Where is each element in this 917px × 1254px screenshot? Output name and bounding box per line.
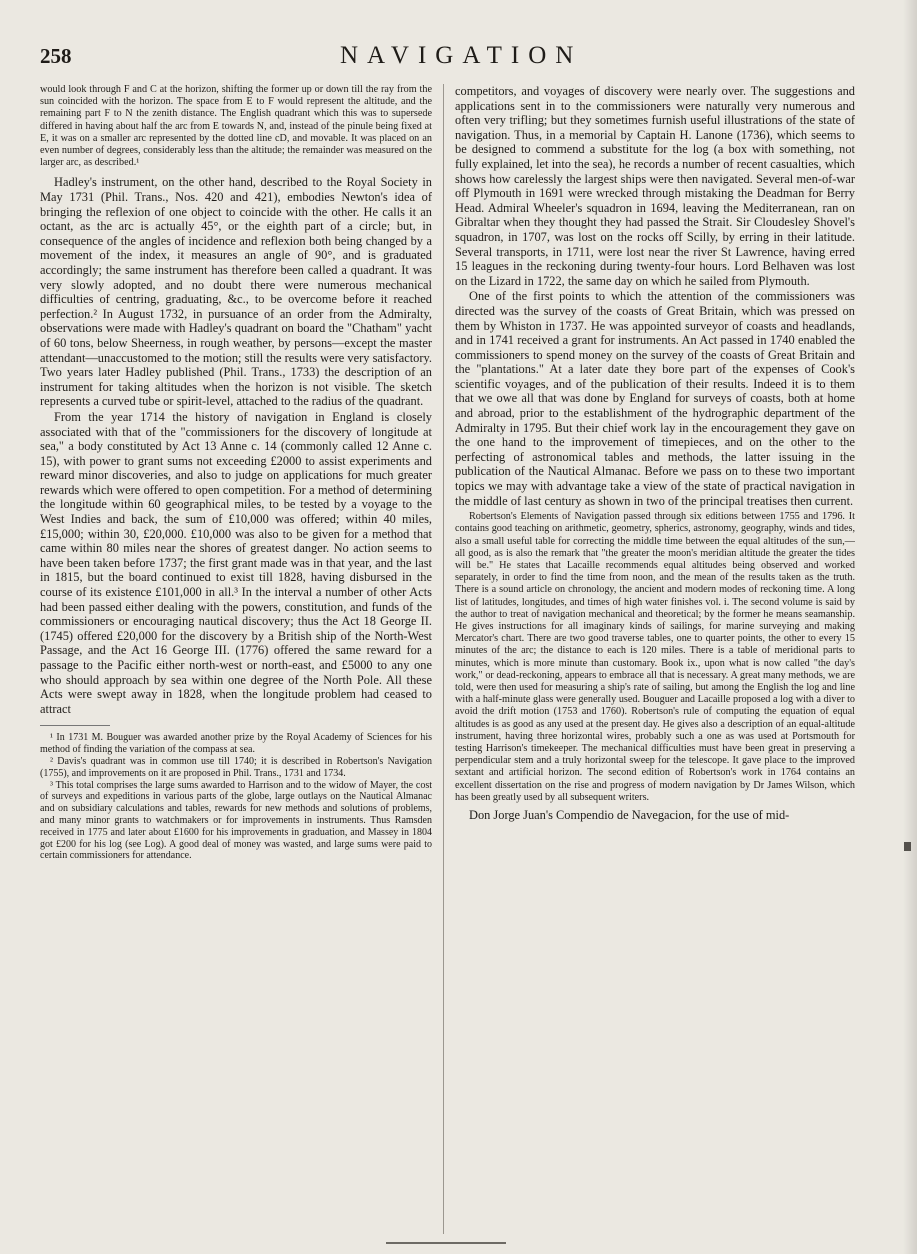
competitors-paragraph: competitors, and voyages of discovery were nearly over. The suggestions and applications sent in to the commissioners were naturally very numerous and often very trifling; but they sometimes furnish useful illustrations of the state of navigation. Thus, in a memorial by Captain H. Lanone (1736), which seems to be designed to commend a substitute for the log (a box with something, not fully explained, let into the sea), he records a number of recent casualties, which shows how carelessly the largest ships were then navigated. Several men-of-war off Plymouth in 1691 were wrecked through mistaking the Deadman for Berry Head. Admiral Wheeler's squadron in 1694, leaving the Mediterranean, ran on Gibraltar when they thought they had passed the Strait. Sir Cloudesley Shovel's squadron, in 1707, was lost on the rocks off Scilly, by erring in their latitude. Several transports, in 1711, were lost near the river St Lawrence, having erred 15 leagues in the reckoning during twenty-four hours. Lord Belhaven was lost on the Lizard in 1722, the same day on which he sailed from Plymouth. <box>455 84 855 288</box>
column-divider <box>443 84 444 1234</box>
margin-mark <box>904 842 911 851</box>
footnote-3: ³ This total comprises the large sums awarded to Harrison and to the widow of Mayer, the cost of surveys and expeditions in various parts of the globe, large outlays on the Nautical Almanac and on subsidiary calculations and tables, rewards for new methods and solutions of problems, and many minor grants to watchmakers or for improvements in instruments. Thus Ramsden received in 1775 and later about £1600 for his improvements in graduation, and Massey in 1804 got £200 for his log (see Log). A good deal of money was wasted, and large sums were paid to certain commissioners for attendance. <box>40 779 432 862</box>
right-column <box>455 84 855 823</box>
intro-small-paragraph: would look through F and C at the horizon, shifting the former up or down till the ray from the sun coincided with the horizon. The space from E to F would represent the altitude, and the remaining part F to N the zenith distance. The English quadrant which this was to supersede differed in having about half the arc from E towards N, and, instead of the pinule being fixed at E, it was on a smaller arc represented by the dotted line cD, and movable. It was placed on an even number of degrees, considerably less than the altitude; the remainder was measured on the larger arc, as described.¹ <box>40 84 432 169</box>
page-number: 258 <box>40 44 72 68</box>
jorge-juan-paragraph: Don Jorge Juan's Compendio de Navegacion, for the use of mid- <box>469 808 790 823</box>
footnote-divider <box>40 725 110 726</box>
bottom-edge-line <box>386 1242 506 1244</box>
survey-paragraph: One of the first points to which the attention of the commissioners was directed was the survey of the coasts of Great Britain, which was pressed on them by Whiston in 1737. He was appointed surveyor of coasts and headlands, and in 1741 received a grant for instruments. An Act passed in 1740 enabled the commissioners to spend money on the survey of the coasts of Great Britain and the "plantations." At a later date they bore part of the expenses of Cook's scientific voyages, and of the publication of their results. Indeed it is to them that we owe all that was done by England for surveys of coasts, both at home and abroad, prior to the establishment of the hydrographic department of the Admiralty in 1795. But their chief work lay in the encouragement they gave on the one hand to the improvement of timepieces, and on the other to the perfecting of astronomical tables and methods, the latter issuing in the publication of the Nautical Almanac. Before we pass on to these two important topics we may with advantage take a view of the state of practical navigation in the middle of last century as shown in two of the principal treatises then current. <box>455 289 855 508</box>
page-header <box>40 44 892 74</box>
running-title: NAVIGATION <box>340 42 583 69</box>
page-edge-shadow <box>903 0 917 1254</box>
robertson-small-paragraph: Robertson's Elements of Navigation passed through six editions between 1755 and 1796. It contains good teaching on arithmetic, geometry, spherics, astronomy, geography, winds and tides, also a small useful table for correcting the middle time between the equal altitudes of the sun,—all good, as is also the remark that "the greater the moon's meridian altitude the greater the tides will be." He states that Lacaille recommends equal altitudes being observed and worked separately, in order to find the time from noon, and the mean of the results taken as the truth. There is a sound article on chronology, the ancient and modern modes of reckoning time. A long list of latitudes, longitudes, and times of high water finishes vol. i. The second volume is said by the author to treat of navigation mechanical and theoretical; by the former he means seamanship. He gives instructions for all imaginary kinds of sailings, for marine surveying and making Mercator's chart. There are two good traverse tables, one to quarter points, the other to every 15 minutes of the arc; the distance to each is 120 miles. There is a table of meridional parts to minutes, which is more minute than customary. Book ix., upon what is now called "the day's work," or dead-reckoning, appears to embrace all that is necessary. A great many methods, we are told, were then used for measuring a ship's rate of sailing, but among the English the log and line with a half-minute glass were generally used. Bouguer and Lacaille proposed a log with a diver to avoid the drift motion (1753 and 1760). Robertson's rule of computing the equation of equal altitudes is as good as any used at the present day. He gives also a description of an equal-altitude instrument, having three horizontal wires, probably such a one as was used at Portsmouth for testing Harrison's timekeeper. The mechanical difficulties must have been great in preserving a perpendicular stem and a truly horizontal sweep for the telescope. It gave place to the improved sextant and artificial horizon. The second edition of Robertson's work in 1764 contains an excellent dissertation on the rise and progress of modern navigation by Dr James Wilson, which has been greatly used by all subsequent writers. <box>455 511 855 803</box>
hadley-paragraph: Hadley's instrument, on the other hand, described to the Royal Society in May 1731 (Phil. Trans., Nos. 420 and 421), embodies Newton's idea of bringing the reflexion of one object to coincide with the other. He calls it an octant, as the arc is actually 45°, or the eighth part of a circle; but, in consequence of the angles of incidence and reflexion both being changed by a movement of the index, it measures an angle of 90°, and is graduated accordingly; the same instrument has therefore been called a quadrant. It was very slowly adopted, and no doubt there were numerous mechanical difficulties of centring, graduating, &c., to be overcome before it reached perfection.² In August 1732, in pursuance of an order from the Admiralty, observations were made with Hadley's quadrant on board the "Chatham" yacht of 60 tons, below Sheerness, in rough weather, by persons—except the master attendant—unaccustomed to the motion; still the results were very satisfactory. Two years later Hadley published (Phil. Trans., 1733) the description of an instrument for taking altitudes when the horizon is not visible. The sketch represents a curved tube or spirit-level, attached to the radius of the quadrant. <box>40 175 432 409</box>
footnote-2: ² Davis's quadrant was in common use till 1740; it is described in Robertson's Navigation (1755), and improvements on it are proposed in Phil. Trans., 1731 and 1734. <box>40 755 432 779</box>
footnote-1: ¹ In 1731 M. Bouguer was awarded another prize by the Royal Academy of Sciences for his method of finding the variation of the compass at sea. <box>40 732 432 756</box>
left-column <box>40 84 432 862</box>
commissioners-paragraph: From the year 1714 the history of navigation in England is closely associated with that of the "commissioners for the discovery of longitude at sea," a body constituted by Act 13 Anne c. 14 (commonly called 12 Anne c. 15), with power to grant sums not exceeding £2000 to assist experiments and reward minor discoveries, and also to judge on applications for much greater rewards which were offered to open competition. For a method of determining the longitude within 60 geographical miles, to be tested by a voyage to the West Indies and back, the sum of £10,000 was offered; within 40 miles, £15,000; within 30, £20,000. £10,000 was also to be given for a method that came within 80 miles near the shores of greatest danger. No action seems to have been taken before 1737; the first grant made was in that year, and the last in 1815, but the board continued to exist till 1828, having disbursed in the course of its existence £101,000 in all.³ In the interval a number of other Acts had been passed either dealing with the powers, constitution, and funds of the commissioners or encouraging nautical discovery; thus the Act 18 George II. (1745) offered £20,000 for the discovery by a British ship of the North-West Passage, and the Act 16 George III. (1776) offered the same reward for a passage to the Pacific either north-west or north-east, and £5000 to any one who should approach by sea within one degree of the North Pole. All these Acts were swept away in 1828, when the longitude problem had ceased to attract <box>40 409 432 716</box>
